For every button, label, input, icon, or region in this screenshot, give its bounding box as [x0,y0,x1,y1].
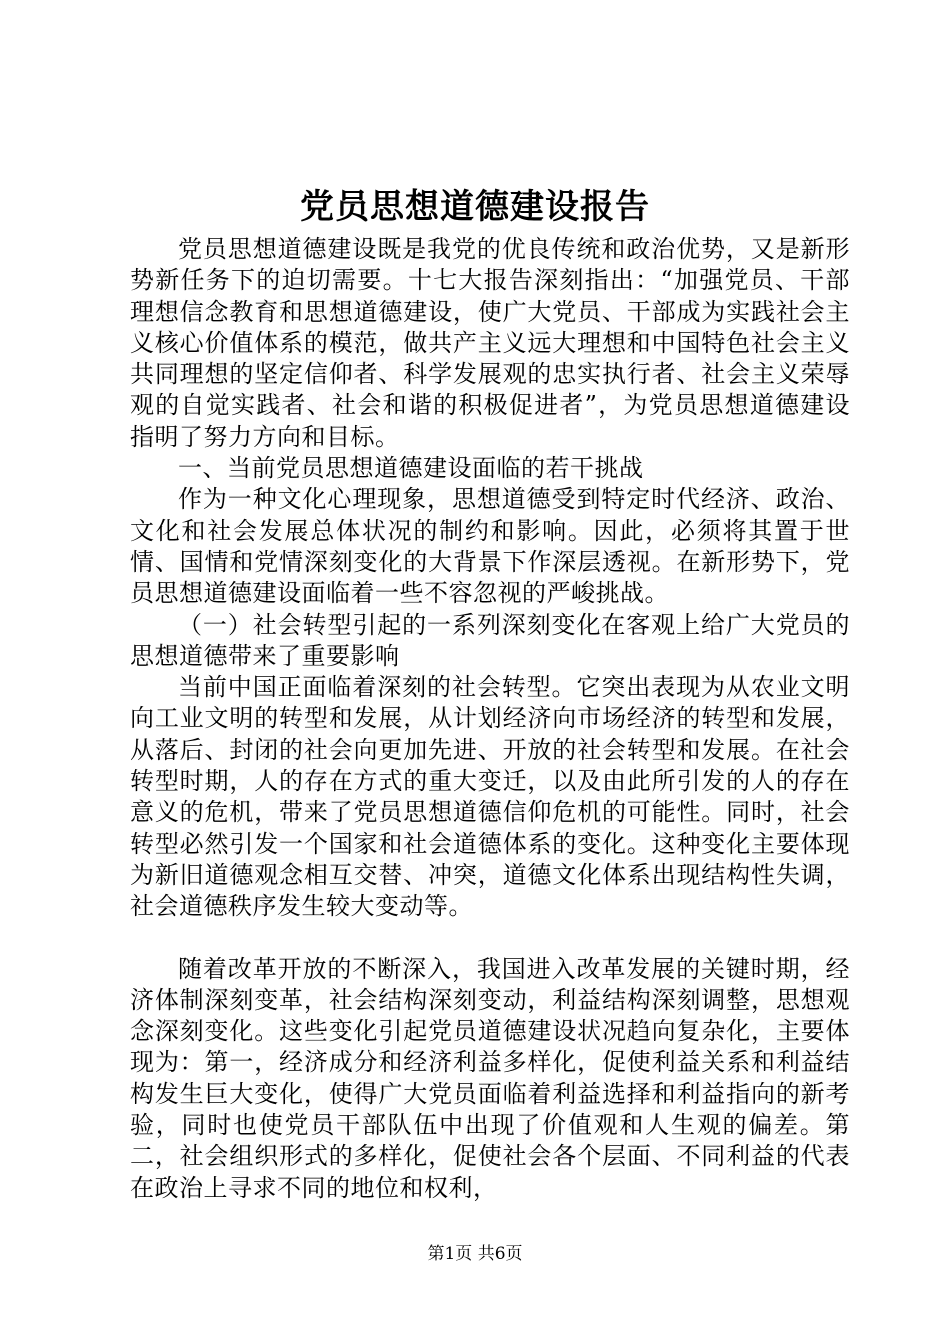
paragraph-social-transition: 当前中国正面临着深刻的社会转型。它突出表现为从农业文明向工业文明的转型和发展，从计划经济向市场经济的转型和发展，从落后、封闭的社会向更加先进、开放的社会转型和发展。在社会转型时期，人的存在方式的重大变迁，以及由此所引发的人的存在意义的危机，带来了党员思想道德信仰危机的可能性。同时，社会转型必然引发一个国家和社会道德体系的变化。这种变化主要体现为新旧道德观念相互交替、冲突，道德文化体系出现结构性失调，社会道德秩序发生较大变动等。 [130,673,850,921]
page-number-footer: 第1页 共6页 [427,1244,523,1264]
document-title: 党员思想道德建设报告 [300,187,650,227]
paragraph-cultural-phenomenon: 作为一种文化心理现象，思想道德受到特定时代经济、政治、文化和社会发展总体状况的制约和影响。因此，必须将其置于世情、国情和党情深刻变化的大背景下作深层透视。在新形势下，党员思想道德建设面临着一些不容忽视的严峻挑战。 [130,485,850,608]
document-body [130,234,850,1204]
section-heading-challenges: 一、当前党员思想道德建设面临的若干挑战 [178,454,644,483]
paragraph-intro: 党员思想道德建设既是我党的优良传统和政治优势，又是新形势新任务下的迫切需要。十七大报告深刻指出：“加强党员、干部理想信念教育和思想道德建设，使广大党员、干部成为实践社会主义核心价值体系的模范，做共产主义远大理想和中国特色社会主义共同理想的坚定信仰者、科学发展观的忠实执行者、社会主义荣辱观的自觉实践者、社会和谐的积极促进者”，为党员思想道德建设指明了努力方向和目标。 [130,235,850,451]
paragraph-reform-opening: 随着改革开放的不断深入，我国进入改革发展的关键时期，经济体制深刻变革，社会结构深刻变动，利益结构深刻调整，思想观念深刻变化。这些变化引起党员道德建设状况趋向复杂化，主要体现为：第一，经济成分和经济利益多样化，促使利益关系和利益结构发生巨大变化，使得广大党员面临着利益选择和利益指向的新考验，同时也使党员干部队伍中出现了价值观和人生观的偏差。第二，社会组织形式的多样化，促使社会各个层面、不同利益的代表在政治上寻求不同的地位和权利， [130,954,850,1202]
subsection-heading-social-transition: （一）社会转型引起的一系列深刻变化在客观上给广大党员的思想道德带来了重要影响 [130,610,850,670]
